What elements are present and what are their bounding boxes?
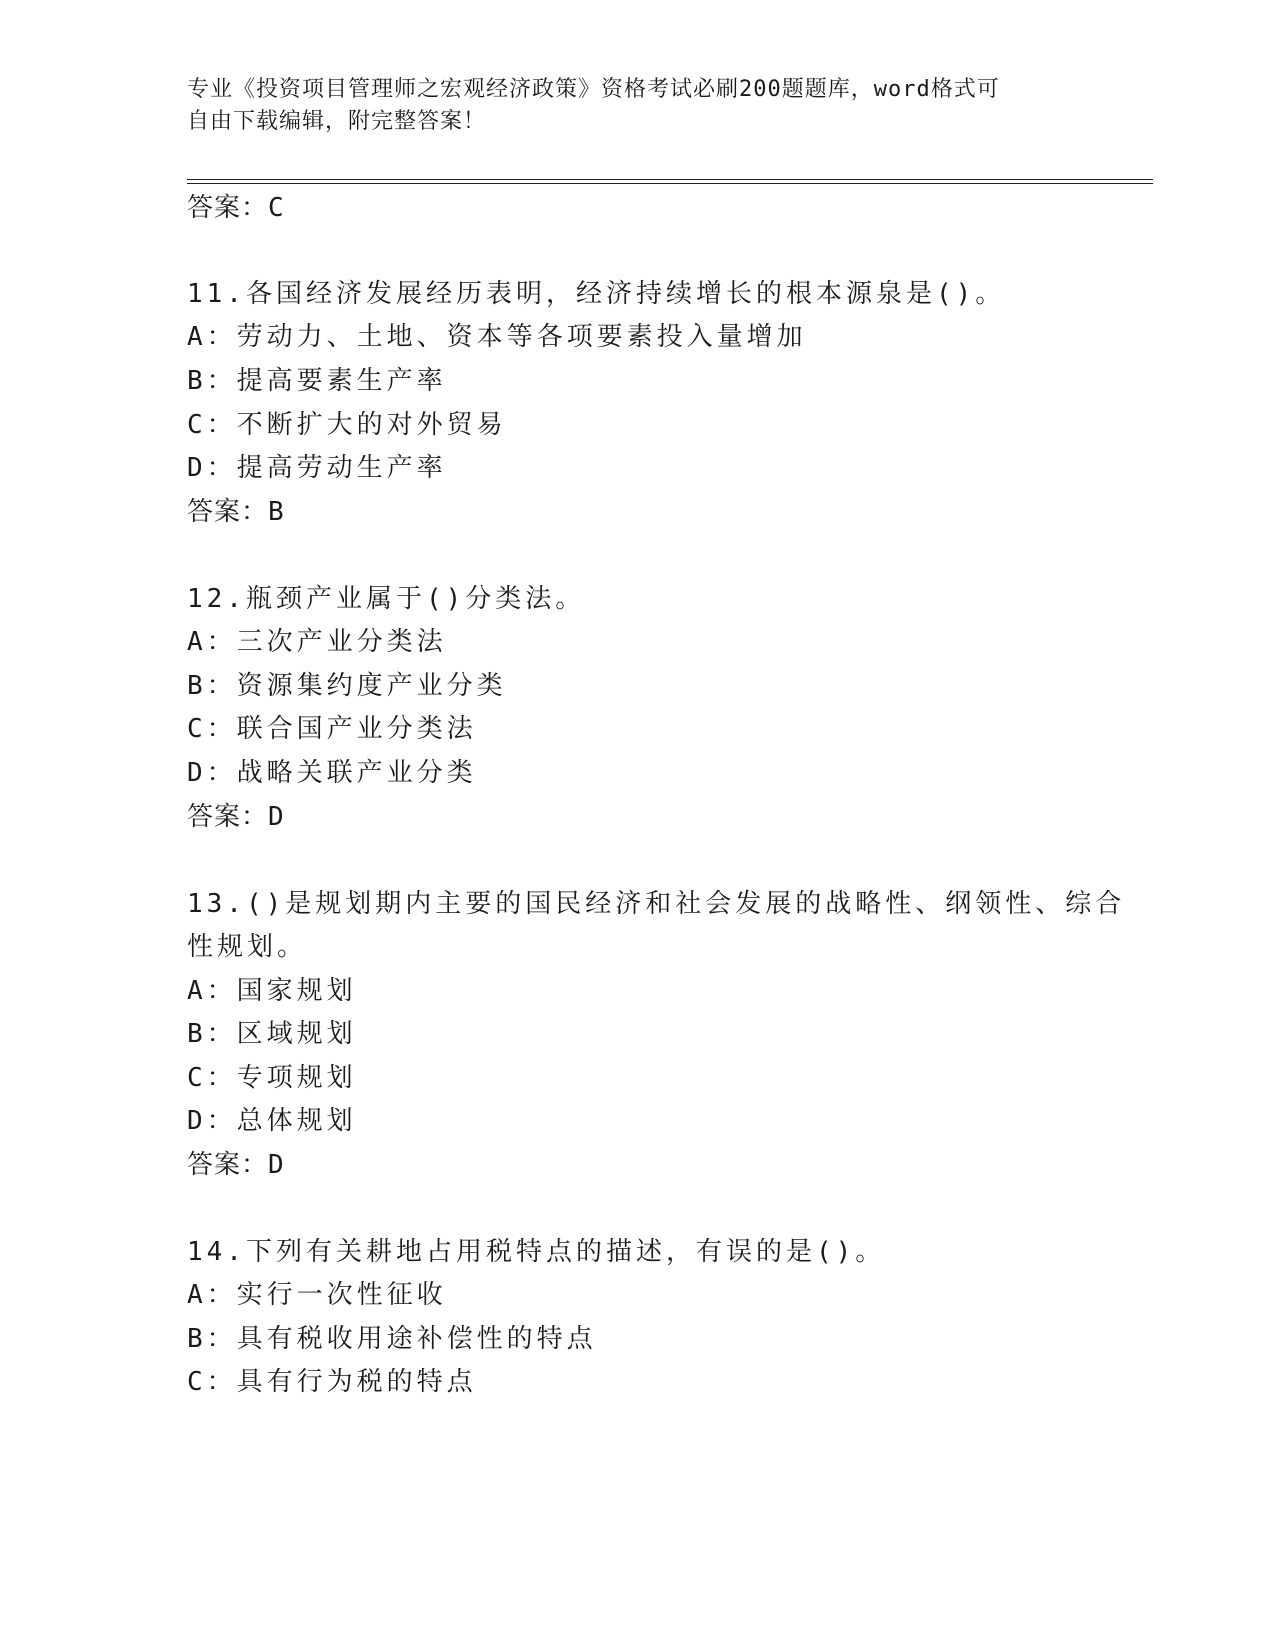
question-12-stem: 12.瓶颈产业属于()分类法。 [187, 584, 586, 614]
question-11-option-d: D：提高劳动生产率 [187, 453, 447, 483]
question-12-option-c: C：联合国产业分类法 [187, 714, 477, 744]
question-13-stem-line-2: 性规划。 [187, 932, 308, 962]
question-12-answer: 答案：D [187, 802, 285, 832]
question-14-option-b: B：具有税收用途补偿性的特点 [187, 1324, 597, 1354]
question-14-option-c: C：具有行为税的特点 [187, 1367, 477, 1397]
question-11-stem: 11.各国经济发展经历表明，经济持续增长的根本源泉是()。 [187, 279, 1006, 309]
question-11-answer: 答案：B [187, 497, 285, 527]
header-divider-bottom [187, 183, 1153, 184]
header-divider-top [187, 179, 1153, 180]
question-12-option-d: D：战略关联产业分类 [187, 758, 477, 788]
header-line-1: 专业《投资项目管理师之宏观经济政策》资格考试必刷200题题库，word格式可 [187, 77, 1000, 102]
question-13-stem-line-1: 13.()是规划期内主要的国民经济和社会发展的战略性、纲领性、综合 [187, 889, 1126, 919]
question-12-option-b: B：资源集约度产业分类 [187, 671, 507, 701]
question-13-option-d: D：总体规划 [187, 1106, 357, 1136]
question-11-option-c: C：不断扩大的对外贸易 [187, 410, 507, 440]
header-line-2: 自由下载编辑，附完整答案！ [187, 109, 487, 134]
document-header [187, 74, 1067, 138]
previous-answer: 答案：C [187, 193, 285, 223]
question-12-option-a: A：三次产业分类法 [187, 627, 447, 657]
question-14-stem: 14.下列有关耕地占用税特点的描述，有误的是()。 [187, 1237, 886, 1267]
question-11-option-b: B：提高要素生产率 [187, 366, 447, 396]
question-13-option-b: B：区域规划 [187, 1019, 357, 1049]
question-13-option-a: A：国家规划 [187, 976, 357, 1006]
question-13-answer: 答案：D [187, 1150, 285, 1180]
question-13-option-c: C：专项规划 [187, 1063, 357, 1093]
question-14-option-a: A：实行一次性征收 [187, 1280, 447, 1310]
question-11-option-a: A：劳动力、土地、资本等各项要素投入量增加 [187, 322, 807, 352]
